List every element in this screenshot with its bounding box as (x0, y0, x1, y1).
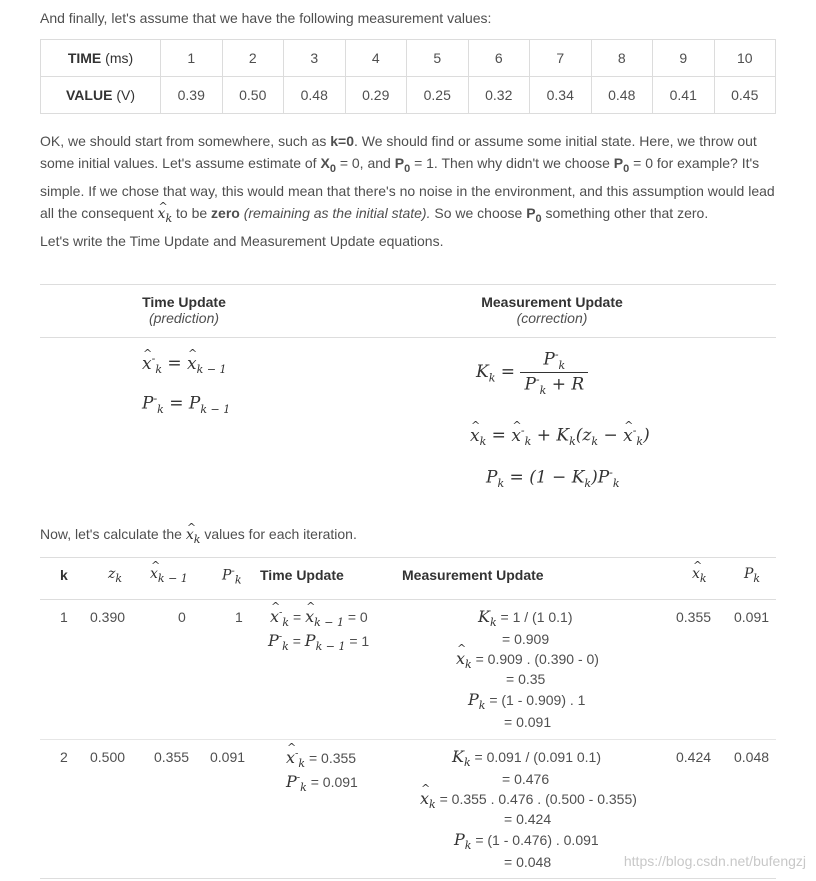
divider (40, 284, 776, 285)
col-pprev: $P^-_k$ (222, 566, 242, 587)
row1-gain: $K_k = 1 / (1$ 0.1) (478, 607, 573, 630)
col-z: $z_k$ (108, 566, 123, 585)
table-row (41, 77, 776, 114)
value-header: VALUE (V) (41, 77, 161, 114)
time-cell: 4 (345, 40, 407, 77)
value-cell: 0.48 (591, 77, 653, 114)
row1-state: ^ $x_k = 0.909$ . (0.390 - 0) (456, 649, 599, 671)
col-x: ^ $x_k$ (692, 566, 707, 585)
col-time-update: Time Update (260, 567, 344, 583)
value-cell: 0.25 (407, 77, 469, 114)
row2-p: 0.048 (734, 749, 770, 765)
time-update-heading: Time Update (prediction) (142, 294, 226, 326)
row2-xprev: 0.355 (154, 749, 190, 765)
row1-p: 0.091 (734, 609, 770, 625)
value-cell: 0.41 (653, 77, 715, 114)
row1-x: 0.355 (676, 609, 712, 625)
col-k: k (60, 567, 68, 583)
time-cell: 1 (161, 40, 223, 77)
row1-xprev: 0 (178, 609, 186, 625)
time-cell: 3 (284, 40, 346, 77)
row1-time-update-p: $P^-_k = P_{k - 1} = 1$ (268, 631, 370, 654)
row2-z: 0.500 (90, 749, 126, 765)
col-p: $P_k$ (744, 566, 761, 585)
watermark: https://blog.csdn.net/bufengzj (623, 853, 806, 869)
row2-k: 2 (60, 749, 68, 765)
value-cell: 0.34 (530, 77, 592, 114)
time-cell: 9 (653, 40, 715, 77)
time-cell: 2 (222, 40, 284, 77)
row1-pprev: 1 (235, 609, 243, 625)
measurement-table (40, 39, 776, 114)
value-cell: 0.50 (222, 77, 284, 114)
divider (40, 337, 776, 338)
row2-gain: $K_k = 0.091 / (0.091$ 0.1) (452, 747, 601, 770)
time-cell: 6 (468, 40, 530, 77)
time-cell: 8 (591, 40, 653, 77)
divider (40, 878, 776, 879)
row2-gain-result: = 0.476 (502, 771, 550, 787)
row1-cov: $P_k = (1 - 0.909)$ . 1 (468, 690, 586, 713)
row1-k: 1 (60, 609, 68, 625)
col-xprev: ^ $x_{k - 1}$ (150, 566, 188, 585)
divider (40, 739, 776, 740)
row2-pprev: 0.091 (210, 749, 246, 765)
intro-text: And finally, let's assume that we have the following measurement values: (40, 10, 492, 26)
row2-state: ^ $x_k = 0.355$ . 0.476 . (0.500 - 0.355) (420, 789, 637, 811)
row2-time-update-x: ^ $x^-_k = 0.355$ (286, 748, 356, 770)
row2-cov-result: = 0.048 (504, 854, 552, 870)
measurement-update-heading: Measurement Update (correction) (481, 294, 623, 326)
row1-z: 0.390 (90, 609, 126, 625)
row1-gain-result: = 0.909 (502, 631, 550, 647)
kalman-gain-equation: $K_k$ = $\frac{P^-_k}{P^-_k + R}$ (476, 348, 588, 397)
row1-cov-result: = 0.091 (504, 714, 552, 730)
row2-cov: $P_k = (1 - 0.476)$ . 0.091 (454, 830, 599, 853)
divider (40, 599, 776, 600)
table-row (41, 40, 776, 77)
covariance-update-equation: $P_k = (1 - K_k)P^-_k$ (486, 466, 620, 491)
state-update-equation: ^ $x_k$ = ^ $x^-_k + K_k(z_k$ − ^ $x^-_k$) (470, 424, 650, 448)
col-meas-update: Measurement Update (402, 567, 544, 583)
value-cell: 0.32 (468, 77, 530, 114)
row1-state-result: = 0.35 (506, 671, 546, 687)
row2-state-result: = 0.424 (504, 811, 552, 827)
row2-x: 0.424 (676, 749, 712, 765)
row2-time-update-p: $P^-_k = 0.091$ (286, 772, 358, 795)
time-cell: 5 (407, 40, 469, 77)
row1-time-update-x: ^ $x^-_k$ = ^ $x_{k - 1} = 0$ (270, 607, 368, 629)
time-cell: 10 (714, 40, 776, 77)
value-cell: 0.45 (714, 77, 776, 114)
value-cell: 0.29 (345, 77, 407, 114)
prior-covariance-equation: $P^-_k = P_{k - 1}$ (142, 392, 231, 417)
value-cell: 0.39 (161, 77, 223, 114)
equations-intro: Let's write the Time Update and Measurement Update equations. (40, 233, 444, 249)
value-cell: 0.48 (284, 77, 346, 114)
initial-state-paragraph: OK, we should start from somewhere, such as k=0. We should find or assume some initial state. Here, we throw out some initial values. Let's assume estimate of $X_0 = 0$, and $P_0 = 1$. Then why didn't we choose $P_0 = 0$ for example? It's simple. If we chose that way, this would mean that there's no noise in the environment, and this assumption would lead all the consequent ^ $x_k$ to be zero (remaining as the initial state). So we choose $P_0$ something other that zero. (40, 130, 780, 230)
time-header: TIME (ms) (41, 40, 161, 77)
prior-state-equation: ^ $x^-_k$ = ^ $x_{k - 1}$ (142, 352, 227, 376)
divider (40, 557, 776, 558)
iteration-intro: Now, let's calculate the ^ $x_k$ values for each iteration. (40, 523, 780, 551)
time-cell: 7 (530, 40, 592, 77)
